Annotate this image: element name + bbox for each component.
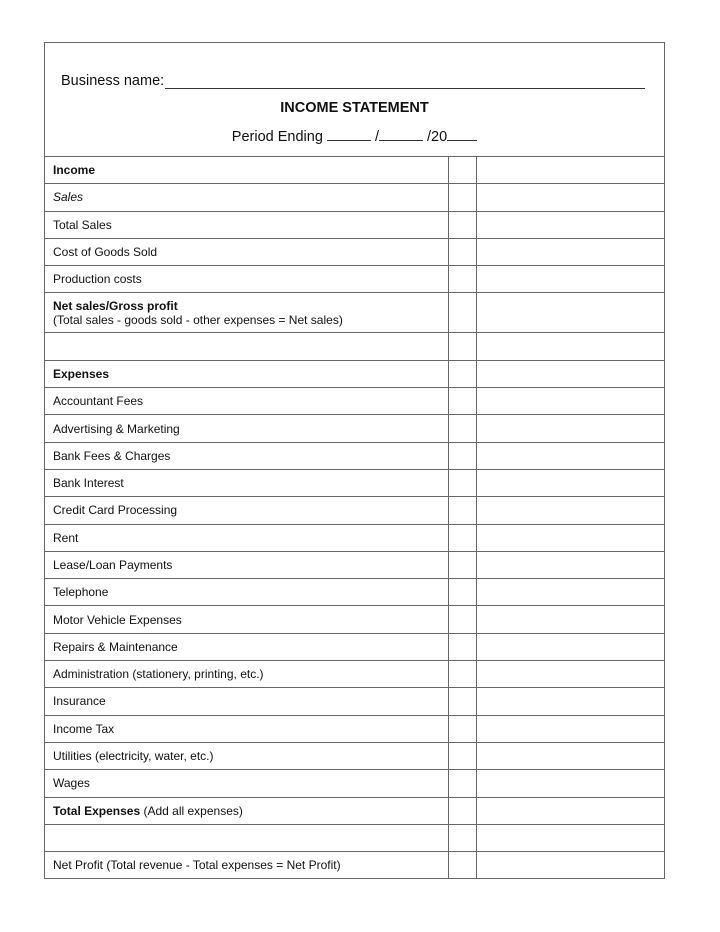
row-label-cell — [45, 469, 448, 496]
table-row — [45, 742, 664, 769]
row-amount-cell[interactable] — [476, 333, 664, 360]
row-amount-cell[interactable] — [476, 211, 664, 238]
table-row — [45, 770, 664, 797]
row-mark-cell[interactable] — [448, 715, 476, 742]
form-header — [45, 43, 664, 157]
row-amount-cell[interactable] — [476, 661, 664, 688]
table-row — [45, 551, 664, 578]
row-label-cell — [45, 579, 448, 606]
period-separator-2: /20 — [427, 129, 448, 145]
row-mark-cell[interactable] — [448, 797, 476, 824]
business-name-field[interactable] — [61, 73, 645, 89]
row-mark-cell[interactable] — [448, 388, 476, 415]
row-label-cell — [45, 633, 448, 660]
row-label-cell — [45, 797, 448, 824]
row-label: Net Profit (Total revenue - Total expenses = Net Profit) — [53, 858, 341, 873]
row-amount-cell[interactable] — [476, 157, 664, 184]
row-amount-cell[interactable] — [476, 293, 664, 333]
row-mark-cell[interactable] — [448, 238, 476, 265]
table-row — [45, 238, 664, 265]
table-row — [45, 797, 664, 824]
table-row — [45, 688, 664, 715]
row-label: Motor Vehicle Expenses — [53, 612, 182, 627]
table-row — [45, 442, 664, 469]
row-label-cell — [45, 266, 448, 293]
row-mark-cell[interactable] — [448, 770, 476, 797]
row-mark-cell[interactable] — [448, 293, 476, 333]
row-label-cell — [45, 238, 448, 265]
row-label-cell — [45, 442, 448, 469]
row-label: Bank Fees & Charges — [53, 448, 171, 463]
row-label-cell — [45, 715, 448, 742]
row-label-cell — [45, 852, 448, 879]
statement-table — [45, 157, 664, 878]
row-amount-cell[interactable] — [476, 551, 664, 578]
row-label-cell — [45, 360, 448, 387]
period-year-blank[interactable] — [447, 128, 477, 141]
row-amount-cell[interactable] — [476, 497, 664, 524]
table-row — [45, 293, 664, 333]
row-label: Accountant Fees — [53, 394, 144, 409]
row-label: Repairs & Maintenance — [53, 639, 178, 654]
table-row — [45, 715, 664, 742]
row-label-cell — [45, 157, 448, 184]
row-label-cell — [45, 824, 448, 851]
row-amount-cell[interactable] — [476, 606, 664, 633]
row-label-cell — [45, 606, 448, 633]
table-row — [45, 184, 664, 211]
row-label: Rent — [53, 530, 79, 545]
row-mark-cell[interactable] — [448, 157, 476, 184]
row-mark-cell[interactable] — [448, 469, 476, 496]
table-row — [45, 360, 664, 387]
table-row — [45, 211, 664, 238]
row-label: Income — [53, 163, 96, 178]
row-amount-cell[interactable] — [476, 715, 664, 742]
table-row — [45, 497, 664, 524]
row-mark-cell[interactable] — [448, 579, 476, 606]
table-row — [45, 633, 664, 660]
row-mark-cell[interactable] — [448, 606, 476, 633]
row-mark-cell[interactable] — [448, 742, 476, 769]
row-label: Lease/Loan Payments — [53, 558, 173, 572]
row-label: Wages — [53, 776, 90, 791]
table-row — [45, 266, 664, 293]
row-amount-cell[interactable] — [476, 442, 664, 469]
row-mark-cell[interactable] — [448, 551, 476, 578]
row-label-cell — [45, 551, 448, 578]
table-row — [45, 661, 664, 688]
table-row — [45, 524, 664, 551]
row-label-cell — [45, 688, 448, 715]
table-row — [45, 157, 664, 184]
row-label-cell — [45, 293, 448, 333]
page-title: INCOME STATEMENT — [280, 100, 429, 116]
row-amount-cell[interactable] — [476, 824, 664, 851]
row-label: Total Sales — [53, 217, 112, 232]
row-mark-cell[interactable] — [448, 688, 476, 715]
row-amount-cell[interactable] — [476, 360, 664, 387]
row-label: Administration (stationery, printing, etc.) — [53, 667, 264, 682]
row-label: Credit Card Processing — [53, 503, 178, 518]
period-ending-label: Period Ending — [231, 129, 323, 145]
row-mark-cell[interactable] — [448, 824, 476, 851]
row-label-cell — [45, 524, 448, 551]
period-ending — [45, 128, 664, 145]
row-mark-cell[interactable] — [448, 184, 476, 211]
row-amount-cell[interactable] — [476, 633, 664, 660]
row-label-cell — [45, 497, 448, 524]
row-label: Cost of Goods Sold — [53, 245, 158, 260]
row-label: Expenses — [53, 366, 110, 381]
row-amount-cell[interactable] — [476, 770, 664, 797]
table-row — [45, 469, 664, 496]
business-name-label: Business name: — [61, 73, 165, 89]
table-row — [45, 333, 664, 360]
row-label: Total Expenses — [53, 803, 141, 818]
row-mark-cell[interactable] — [448, 211, 476, 238]
row-mark-cell[interactable] — [448, 360, 476, 387]
row-amount-cell[interactable] — [476, 797, 664, 824]
row-label-cell — [45, 770, 448, 797]
row-mark-cell[interactable] — [448, 633, 476, 660]
row-amount-cell[interactable] — [476, 415, 664, 442]
business-name-input-line[interactable] — [165, 74, 645, 89]
row-label: Advertising & Marketing — [53, 421, 180, 436]
row-label-cell — [45, 211, 448, 238]
row-amount-cell[interactable] — [476, 852, 664, 879]
row-mark-cell[interactable] — [448, 442, 476, 469]
row-amount-cell[interactable] — [476, 742, 664, 769]
row-label: Utilities (electricity, water, etc.) — [53, 749, 214, 764]
row-mark-cell[interactable] — [448, 524, 476, 551]
row-label: Net sales/Gross profit — [53, 298, 178, 313]
row-label: Income Tax — [53, 721, 115, 736]
row-amount-cell[interactable] — [476, 688, 664, 715]
row-mark-cell[interactable] — [448, 333, 476, 360]
period-separator-1: / — [374, 129, 379, 145]
row-mark-cell[interactable] — [448, 497, 476, 524]
row-label: Sales — [53, 190, 84, 205]
row-amount-cell[interactable] — [476, 184, 664, 211]
row-amount-cell[interactable] — [476, 388, 664, 415]
row-label: Telephone — [53, 585, 109, 600]
row-amount-cell[interactable] — [476, 579, 664, 606]
table-row — [45, 415, 664, 442]
table-row — [45, 824, 664, 851]
row-label-suffix: (Add all expenses) — [140, 803, 243, 818]
row-amount-cell[interactable] — [476, 266, 664, 293]
row-mark-cell[interactable] — [448, 852, 476, 879]
period-month-blank[interactable] — [379, 128, 423, 141]
row-label-cell — [45, 184, 448, 211]
table-row — [45, 579, 664, 606]
row-mark-cell[interactable] — [448, 266, 476, 293]
row-label-cell — [45, 415, 448, 442]
row-label: Insurance — [53, 694, 106, 709]
row-amount-cell[interactable] — [476, 238, 664, 265]
income-statement-form — [44, 42, 665, 879]
row-amount-cell[interactable] — [476, 469, 664, 496]
row-mark-cell[interactable] — [448, 661, 476, 688]
row-label-cell — [45, 333, 448, 360]
table-row — [45, 606, 664, 633]
row-note: (Total sales - goods sold - other expenses = Net sales) — [53, 312, 343, 327]
table-row — [45, 852, 664, 879]
row-label: Bank Interest — [53, 476, 124, 491]
table-row — [45, 388, 664, 415]
row-label-cell — [45, 388, 448, 415]
row-label-cell — [45, 661, 448, 688]
row-label-cell — [45, 742, 448, 769]
row-mark-cell[interactable] — [448, 415, 476, 442]
period-day-blank[interactable] — [327, 128, 371, 141]
row-amount-cell[interactable] — [476, 524, 664, 551]
row-label: Production costs — [53, 272, 142, 287]
